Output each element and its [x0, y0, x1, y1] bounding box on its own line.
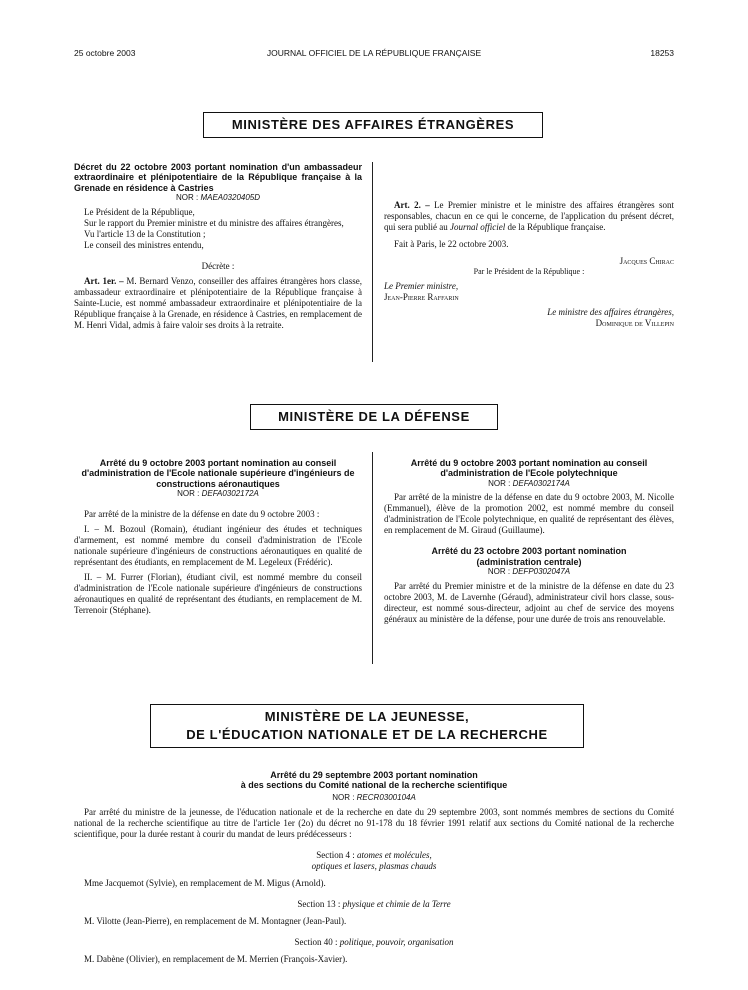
ministry-title-line-1: MINISTÈRE DE LA JEUNESSE, — [264, 709, 470, 724]
nor-label: NOR : — [175, 193, 199, 203]
defense-right-column — [384, 458, 674, 625]
nor-code: DEFA0302172A — [201, 489, 259, 499]
education-full-width — [74, 770, 674, 965]
section-40-label: Section 40 : — [294, 937, 338, 948]
column-divider — [372, 452, 373, 664]
section-13-member: M. Vilotte (Jean-Pierre), en remplacement de M. Montagner (Jean-Paul). — [84, 916, 347, 927]
arrete-2-text: Par arrêté de la ministre de la défense en date du 9 octobre 2003, M. Nicolle (Emmanuel), élève de la promotion 2002, est nommé membre du conseil d'administration de l'Ecole polytechnique, en qualité de représentant des élèves, en remplacement de M. Giraud (Guillaume). — [384, 492, 674, 536]
ministry-title: MINISTÈRE DES AFFAIRES ÉTRANGÈRES — [231, 117, 515, 132]
ministry-heading-defense — [250, 404, 498, 430]
arrete-1-intro: Par arrêté de la ministre de la défense en date du 9 octobre 2003 : — [84, 508, 320, 519]
page-header — [74, 48, 674, 62]
arrete-1-item-i: I. – M. Bozoul (Romain), étudiant ingénieur des études et techniques d'armement, est nommé membre du conseil d'administration de l'Ecole nationale supérieure d'ingénieurs de constructions aéronautiques en qualité de représentant des étudiants, en remplacement de M. Legeleux (Frédéric). — [74, 523, 362, 567]
signature-par-le: Par le Président de la République : — [473, 266, 585, 276]
section-40-member: M. Dabène (Olivier), en remplacement de M. Merrien (François-Xavier). — [84, 954, 348, 965]
header-page-number: 18253 — [650, 48, 674, 58]
decree-fait: Fait à Paris, le 22 octobre 2003. — [394, 238, 509, 249]
defense-left-column — [74, 458, 362, 616]
arrete-3-title-line-1: Arrêté du 23 octobre 2003 portant nomination — [431, 546, 627, 557]
decree-preamble-2: Sur le rapport du Premier ministre et du ministre des affaires étrangères, — [84, 217, 344, 228]
ministry-heading-affaires-etrangeres — [203, 112, 543, 138]
article-2-label: Art. 2. – — [394, 200, 430, 210]
nor-code: MAEA0320405D — [200, 193, 261, 203]
minister-title: Le ministre des affaires étrangères, — [547, 306, 674, 317]
arrete-3-title-line-2: (administration centrale) — [476, 556, 582, 567]
decree-right-column — [384, 162, 674, 328]
nor-label: NOR : — [488, 478, 511, 488]
header-journal-title: JOURNAL OFFICIEL DE LA RÉPUBLIQUE FRANÇAISE — [266, 48, 482, 58]
section-4-label: Section 4 : — [316, 850, 355, 861]
arrete-1-nor — [74, 489, 362, 499]
ministry-title-line-2: DE L'ÉDUCATION NATIONALE ET DE LA RECHERCHE — [186, 727, 548, 742]
ministry-title: MINISTÈRE DE LA DÉFENSE — [278, 409, 470, 424]
arrete-4-nor — [74, 793, 674, 803]
section-13-name: physique et chimie de la Terre — [342, 899, 451, 910]
signature-president: Jacques Chirac — [619, 255, 674, 266]
ministry-heading-education — [150, 704, 584, 748]
decree-preamble-4: Le conseil des ministres entendu, — [84, 239, 204, 250]
arrete-1-title: Arrêté du 9 octobre 2003 portant nomination au conseil d'administration de l'Ecole nationale supérieure d'ingénieurs de constructions aéronautiques — [81, 458, 355, 489]
decree-left-column — [74, 162, 362, 330]
section-13-heading — [74, 899, 674, 910]
section-4-name-2: optiques et lasers, plasmas chauds — [311, 861, 437, 872]
article-1-text: M. Bernard Venzo, conseiller des affaires étrangères hors classe, ambassadeur extraordinaire et plénipotentiaire de la République française à Sainte-Lucie, est nommé ambassadeur extraordinaire et plénipotentiaire de la République française à la Grenade, en résidence à Castries, en remplacement de M. Henri Vidal, admis à faire valoir ses droits à la retraite. — [74, 275, 362, 330]
minister-name: Dominique de Villepin — [595, 317, 674, 328]
article-1-label: Art. 1er. – — [84, 275, 124, 286]
decree-article-2 — [384, 200, 674, 233]
decree-preamble-1: Le Président de la République, — [84, 206, 195, 217]
decree-preamble-3: Vu l'article 13 de la Constitution ; — [84, 228, 206, 239]
arrete-3-text: Par arrêté du Premier ministre et de la ministre de la défense en date du 23 octobre 2003, M. de Lavernhe (Géraud), administrateur civil hors classe, sous-directeur, est nommé sous-directeur, adjoint au chef de service des moyens généraux au ministère de la défense, pour une durée de trois ans renouvelable. — [384, 580, 674, 624]
section-4-heading — [74, 850, 674, 861]
section-40-name: politique, pouvoir, organisation — [339, 937, 454, 948]
nor-label: NOR : — [487, 567, 511, 576]
section-13-label: Section 13 : — [297, 899, 341, 910]
section-4-name-1: atomes et molécules, — [357, 850, 432, 861]
nor-label: NOR : — [332, 792, 355, 802]
arrete-4-intro: Par arrêté du ministre de la jeunesse, de l'éducation nationale et de la recherche en date du 29 septembre 2003, sont nommés membres de sections du Comité national de la recherche scientifique au titre de l'article 1er (2o) du décret no 91-178 du 18 février 1991 relatif aux sections du Comité national de la recherche scientifique, pour la durée restant à courir du mandat de leurs prédécesseurs : — [74, 807, 674, 840]
article-2-text-b: de la République française. — [507, 221, 606, 232]
article-2-journal: Journal officiel — [449, 221, 506, 232]
article-2-text-a: Le Premier ministre et le ministre des affaires étrangères sont responsables, chacun en ce qui le concerne, de l'application du présent décret, qui sera publié au — [384, 200, 674, 232]
arrete-4-title-line-2: à des sections du Comité national de la recherche scientifique — [240, 780, 508, 791]
arrete-3-nor — [384, 567, 674, 577]
column-divider — [372, 162, 373, 362]
nor-code: DEFP0302047A — [512, 567, 571, 576]
header-date: 25 octobre 2003 — [74, 48, 136, 58]
arrete-2-nor — [384, 479, 674, 489]
decree-nor — [74, 193, 362, 203]
nor-code: RECR0300104A — [356, 792, 416, 802]
pm-name: Jean-Pierre Raffarin — [384, 291, 459, 302]
arrete-2-title: Arrêté du 9 octobre 2003 portant nomination au conseil d'administration de l'Ecole polytechnique — [410, 458, 648, 479]
decree-title: Décret du 22 octobre 2003 portant nomination d'un ambassadeur extraordinaire et plénipotentiaire de la République française à la Grenade en résidence à Castries — [74, 162, 362, 193]
nor-label: NOR : — [177, 489, 200, 499]
decree-decrete: Décrète : — [201, 260, 235, 271]
arrete-1-item-ii: II. – M. Furrer (Florian), étudiant civil, est nommé membre du conseil d'administration de l'Ecole nationale supérieure d'ingénieurs de constructions aéronautiques en qualité de représentant des étudiants, en remplacement de M. Terrenoir (Stéphane). — [74, 571, 362, 615]
decree-article-1 — [74, 275, 362, 330]
arrete-4-title-line-1: Arrêté du 29 septembre 2003 portant nomination — [270, 770, 478, 780]
pm-title: Le Premier ministre, — [384, 280, 459, 291]
section-4-member: Mme Jacquemot (Sylvie), en remplacement de M. Migus (Arnold). — [84, 878, 326, 889]
nor-code: DEFA0302174A — [512, 478, 570, 488]
section-40-heading — [74, 937, 674, 948]
